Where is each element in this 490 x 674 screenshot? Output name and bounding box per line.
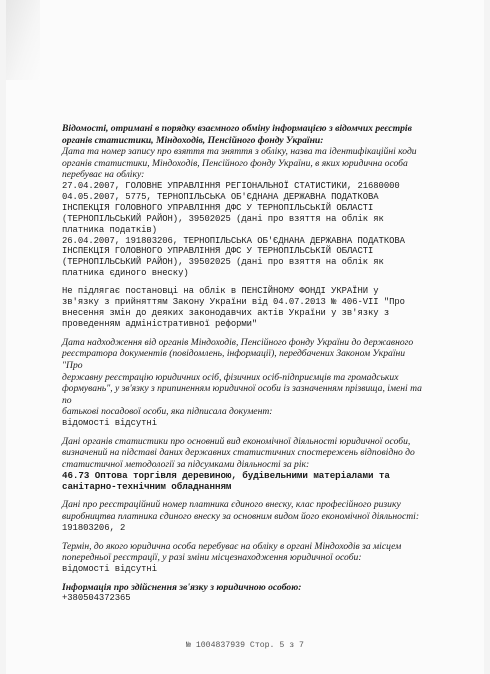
economic-activity-label-line: Дані органів статистики про основний вид економічної діяльності юридичної особи, [62, 435, 411, 447]
page-fold-shadow [6, 0, 40, 80]
termination-label-line: реєстратора документів (повідомлень, інформації), передбачених Законом України "Про [62, 348, 406, 371]
pension-note-line: внесення змін до деяких законодавчих актів України у зв'язку з [62, 307, 390, 318]
economic-activity-label-line: визначений на підставі даних державних статистичних спостережень відповідно до [62, 447, 415, 459]
previous-registration-label-line: попередньої реєстрації, у разі зміни місцезнаходження юридичної особи: [62, 552, 362, 564]
single-contribution-label-line: Дані про реєстраційний номер платника єдиного внеску, клас професійного ризику [62, 499, 401, 511]
pension-fund-note [62, 286, 422, 330]
termination-docs-section [62, 337, 422, 429]
previous-registration-label-line: Термін, до якого юридична особа перебуває на обліку в органі Міндоходів за місцем [62, 540, 402, 552]
document-content [62, 123, 422, 604]
registration-label-line: органів статистики, Міндоходів, Пенсійного фонду України, в яких юридична особа [62, 157, 408, 169]
registration-label-line: Дата та номер запису про взяття та зняття з обліку, назва та ідентифікаційні коди [62, 146, 417, 158]
single-contribution-label-line: виробництва платника єдиного внеску за основним видом його економічної діяльності: [62, 511, 420, 522]
termination-label-line: батькові посадової особи, яка підписала документ: [62, 406, 273, 418]
termination-label-line: державну реєстрацію юридичних осіб, фізичних осіб-підприємців та громадських [62, 371, 399, 383]
registration-record-line: (ТЕРНОПІЛЬСЬКИЙ РАЙОН), 39502025 (дані про взяття на облік як [62, 257, 384, 268]
contact-phone: +380504372365 [62, 593, 131, 604]
single-contribution-value: 191803206, 2 [62, 522, 126, 533]
registration-record-line: платника єдиного внеску) [62, 268, 189, 279]
termination-label-line: Дата надходження від органів Міндоходів, Пенсійного фонду України до державного [62, 336, 414, 348]
registration-record-line: ІНСПЕКЦІЯ ГОЛОВНОГО УПРАВЛІННЯ ДФС У ТЕРНОПІЛЬСЬКІЙ ОБЛАСТІ [62, 246, 374, 257]
exchange-info-heading-line: органів статистики, Міндоходів, Пенсійного фонду України: [62, 134, 324, 146]
registration-record-line: 04.05.2007, 5775, ТЕРНОПІЛЬСЬКА ОБ'ЄДНАНА ДЕРЖАВНА ПОДАТКОВА [62, 191, 379, 202]
registration-record-line: ІНСПЕКЦІЯ ГОЛОВНОГО УПРАВЛІННЯ ДФС У ТЕРНОПІЛЬСЬКІЙ ОБЛАСТІ [62, 202, 374, 213]
pension-note-line: проведенням адміністративної реформи" [62, 318, 258, 329]
termination-value: відомості відсутні [62, 417, 157, 428]
economic-activity-label-line: статистичної методології за підсумками діяльності за рік: [62, 459, 310, 470]
previous-registration-value: відомості відсутні [62, 563, 157, 574]
single-contribution-section [62, 499, 422, 533]
registration-record-line: платника податків) [62, 224, 157, 235]
economic-activity-value-line: санітарно-технічним обладнанням [62, 480, 232, 492]
registration-record-line: (ТЕРНОПІЛЬСЬКИЙ РАЙОН), 39502025 (дані про взяття на облік як [62, 213, 384, 224]
registration-record-line: 26.04.2007, 191803206, ТЕРНОПІЛЬСЬКА ОБ'ЄДНАНА ДЕРЖАВНА ПОДАТКОВА [62, 235, 405, 246]
contact-heading: Інформація про здійснення зв'язку з юридичною особою: [62, 581, 302, 593]
pension-note-line: Не підлягає постановці на облік в ПЕНСІЙНОМУ ФОНДІ УКРАЇНИ у [62, 286, 379, 297]
registration-record-line: 27.04.2007, ГОЛОВНЕ УПРАВЛІННЯ РЕГІОНАЛЬНОЇ СТАТИСТИКИ, 21680000 [62, 180, 400, 191]
termination-label-line: формувань", у зв'язку з припиненням юридичної особи із зазначенням прізвища, імені та по [62, 383, 422, 406]
pension-note-line: зв'язку з прийняттям Закону України від 04.07.2013 № 406-VII "Про [62, 297, 405, 308]
registration-label-line: перебуває на обліку: [62, 169, 145, 181]
exchange-info-section [62, 123, 422, 279]
economic-activity-value-line: 46.73 Оптова торгівля деревиною, будівельними матеріалами та [62, 469, 390, 481]
exchange-info-heading-line: Відомості, отримані в порядку взаємного обміну інформацією з відомчих реєстрів [62, 123, 412, 134]
previous-registration-section [62, 541, 422, 575]
page-footer: № 1004837939 Стор. 5 з 7 [186, 641, 304, 650]
contact-section [62, 582, 422, 605]
economic-activity-section [62, 436, 422, 493]
